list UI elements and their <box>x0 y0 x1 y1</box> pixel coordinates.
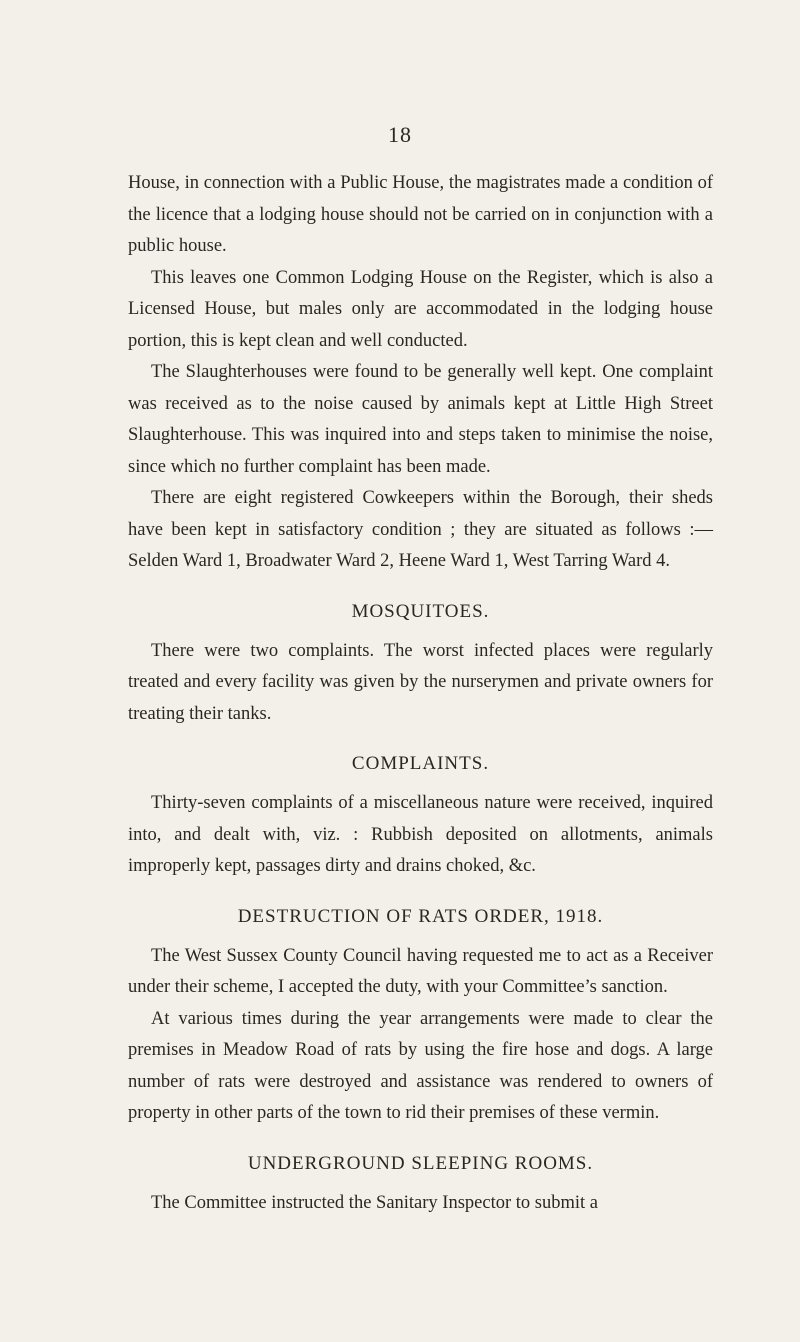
paragraph-cowkeepers: There are eight registered Cowkeepers within the Borough, their sheds have been kept in satisfactory condition ; they are situated as follows :—Selden Ward 1, Broadwater Ward 2, Heene Ward 1, West Tarring Ward 4. <box>128 488 713 571</box>
page-body <box>128 168 713 1219</box>
paragraph-slaughterhouses: The Slaughterhouses were found to be generally well kept. One complaint was received as to the noise caused by animals kept at Little High Street Slaughterhouse. This was inquired into and steps taken to minimise the noise, since which no further complaint has been made. <box>128 362 713 477</box>
heading-complaints: COMPLAINTS. <box>351 753 490 774</box>
heading-underground-sleeping-rooms: UNDERGROUND SLEEPING ROOMS. <box>247 1152 594 1174</box>
paragraph-rats-receiver: The West Sussex County Council having requested me to act as a Receiver under their scheme, I accepted the duty, with your Committee’s sanction. <box>128 945 713 997</box>
paragraph-complaints: Thirty-seven complaints of a miscellaneous nature were received, inquired into, and dealt with, viz. : Rubbish deposited on allotments, animals improperly kept, passages dirty and drains choked, &c. <box>128 793 713 876</box>
paragraph-rats-meadow-road: At various times during the year arrangements were made to clear the premises in Meadow Road of rats by using the fire hose and dogs. A large number of rats were destroyed and assistance was rendered to owners of property in other parts of the town to rid their premises of these vermin. <box>128 1008 713 1123</box>
paragraph-mosquitoes: There were two complaints. The worst infected places were regularly treated and every facility was given by the nurserymen and private owners for treating their tanks. <box>128 640 713 724</box>
heading-mosquitoes: MOSQUITOES. <box>351 600 490 622</box>
page-number: 18 <box>388 122 412 147</box>
paragraph-lodging-house: This leaves one Common Lodging House on the Register, which is also a Licensed House, but males only are accommodated in the lodging house portion, this is kept clean and well conducted. <box>128 267 713 351</box>
heading-rats-order: DESTRUCTION OF RATS ORDER, 1918. <box>237 905 604 927</box>
paragraph-sleeping-rooms: The Committee instructed the Sanitary Inspector to submit a <box>151 1192 598 1213</box>
paragraph-continuation: House, in connection with a Public House, the magistrates made a condition of the licence that a lodging house should not be carried on in conjunction with a public house. <box>128 173 713 256</box>
